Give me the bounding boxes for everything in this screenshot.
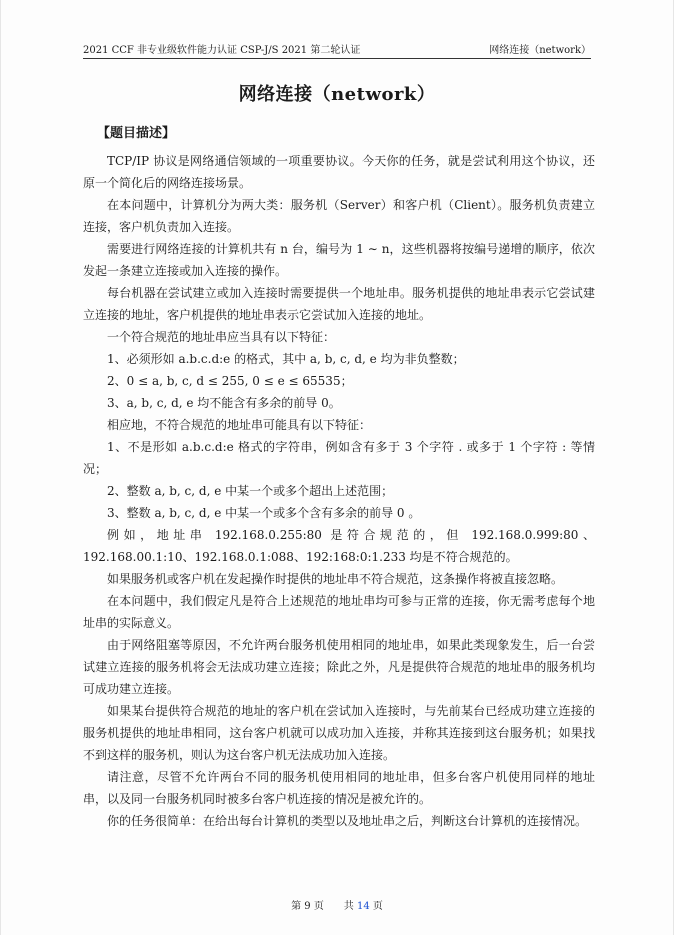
- footer-suffix: 页: [372, 901, 383, 912]
- paragraph: 2、0 ≤ a, b, c, d ≤ 255, 0 ≤ e ≤ 65535；: [107, 374, 353, 388]
- paragraph: 3、整数 a, b, c, d, e 中某一个或多个含有多余的前导 0 。: [107, 506, 421, 520]
- problem-description: [83, 150, 595, 832]
- paragraph: 由于网络阻塞等原因，不允许两台服务机使用相同的地址串，如果此类现象发生，后一台尝试建立连接的服务机将会无法成功建立连接；除此之外，凡是提供符合规范的地址串的服务机均可成功建立连接。: [83, 638, 595, 696]
- footer-total-pages[interactable]: 14: [357, 901, 370, 912]
- header-right: 网络连接（network）: [489, 45, 591, 56]
- paragraph: 1、必须形如 a.b.c.d:e 的格式，其中 a, b, c, d, e 均为非负整数；: [107, 352, 465, 366]
- paragraph: 如果服务机或客户机在发起操作时提供的地址串不符合规范，这条操作将被直接忽略。: [107, 572, 564, 586]
- paragraph: 2、整数 a, b, c, d, e 中某一个或多个超出上述范围；: [107, 484, 394, 498]
- paragraph: 如果某台提供符合规范的地址的客户机在尝试加入连接时，与先前某台已经成功建立连接的服务机提供的地址串相同，这台客户机就可以成功加入连接，并称其连接到这台服务机；如果找不到这样的服务机，则认为这台客户机无法成功加入连接。: [83, 704, 595, 762]
- paragraph: 相应地，不符合规范的地址串可能具有以下特征：: [107, 418, 372, 432]
- paragraph: 每台机器在尝试建立或加入连接时需要提供一个地址串。服务机提供的地址串表示它尝试建立连接的地址，客户机提供的地址串表示它尝试加入连接的地址。: [83, 286, 595, 322]
- header-left: 2021 CCF 非专业级软件能力认证 CSP-J/S 2021 第二轮认证: [83, 45, 361, 56]
- paragraph: 在本问题中，计算机分为两大类：服务机（Server）和客户机（Client）。服务机负责建立连接，客户机负责加入连接。: [83, 198, 595, 234]
- paragraph: 例如，地址串 192.168.0.255:80 是符合规范的，但 192.168.0.999:80、192.168.00.1:10、192.168.0.1:088、192:168:0:1.233 均是不符合规范的。: [83, 528, 595, 564]
- footer-page-number: 9: [304, 901, 311, 912]
- footer-mid: 页 共: [313, 901, 354, 912]
- problem-title: 网络连接（network）: [238, 84, 436, 105]
- running-header: [83, 40, 591, 59]
- paragraph: 1、不是形如 a.b.c.d:e 格式的字符串，例如含有多于 3 个字符 . 或多于 1 个字符 : 等情况；: [83, 440, 595, 476]
- paragraph: 需要进行网络连接的计算机共有 n 台，编号为 1 ∼ n，这些机器将按编号递增的顺序，依次发起一条建立连接或加入连接的操作。: [83, 242, 595, 278]
- paragraph: 你的任务很简单：在给出每台计算机的类型以及地址串之后，判断这台计算机的连接情况。: [107, 814, 588, 828]
- paragraph: 请注意，尽管不允许两台不同的服务机使用相同的地址串，但多台客户机使用同样的地址串，以及同一台服务机同时被多台客户机连接的情况是被允许的。: [83, 770, 595, 806]
- page-footer: [1, 897, 673, 912]
- footer-prefix: 第: [291, 901, 302, 912]
- paragraph: 一个符合规范的地址串应当具有以下特征：: [107, 330, 336, 344]
- section-heading: 【题目描述】: [97, 126, 176, 141]
- paragraph: TCP/IP 协议是网络通信领域的一项重要协议。今天你的任务，就是尝试利用这个协议，还原一个简化后的网络连接场景。: [83, 154, 595, 190]
- paragraph: 在本问题中，我们假定凡是符合上述规范的地址串均可参与正常的连接，你无需考虑每个地址串的实际意义。: [83, 594, 595, 630]
- paragraph: 3、a, b, c, d, e 均不能含有多余的前导 0。: [107, 396, 341, 410]
